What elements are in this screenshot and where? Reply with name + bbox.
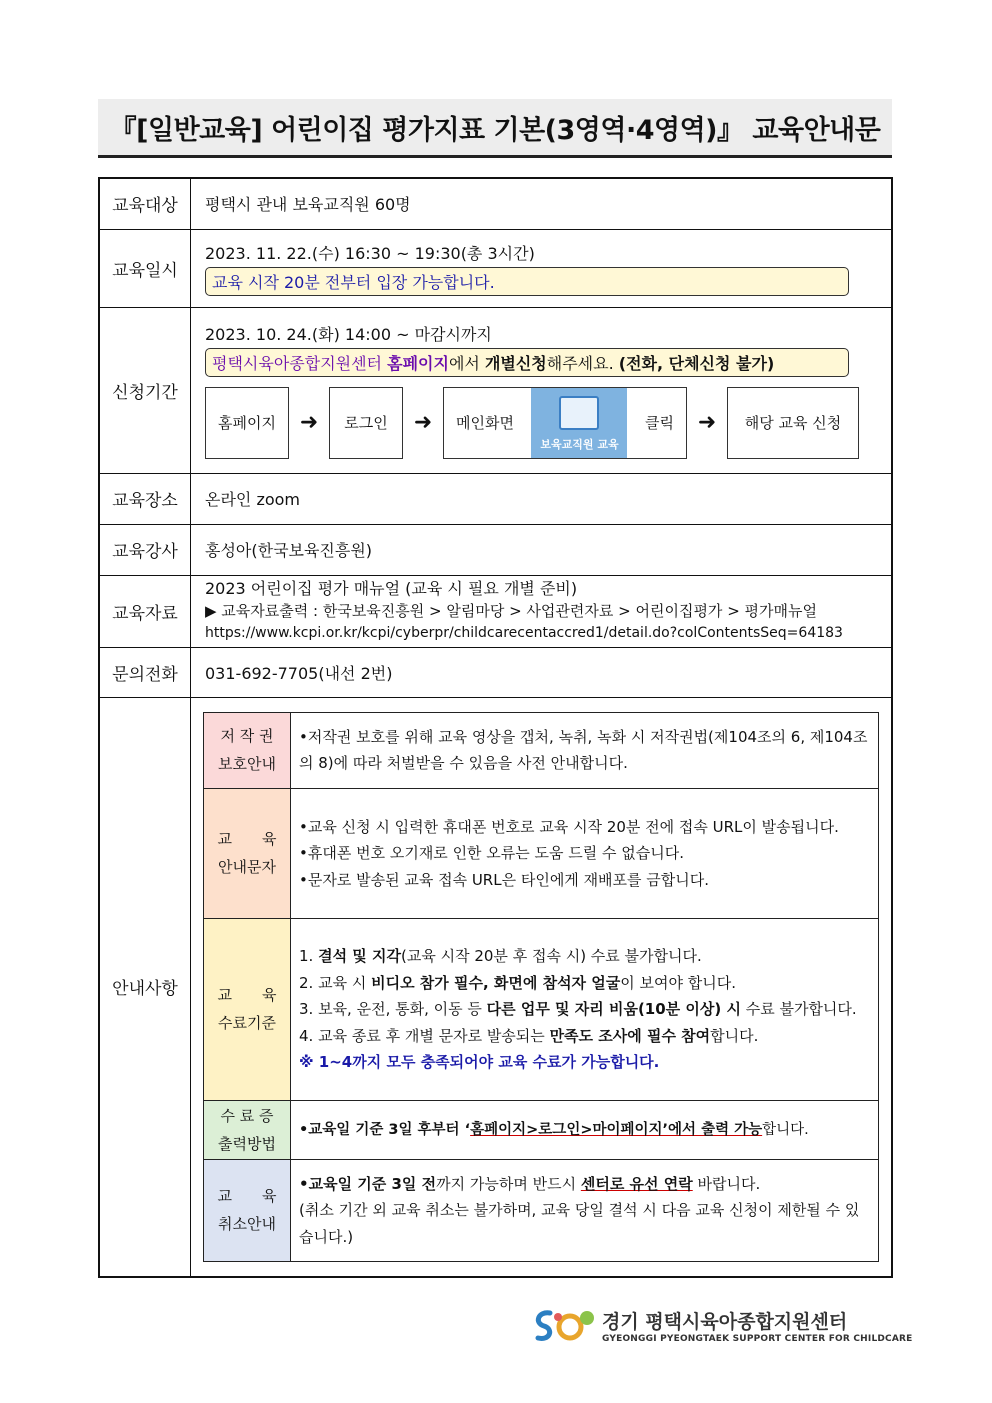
step-apply: 해당 교육 신청 <box>727 387 859 459</box>
step-homepage: 홈페이지 <box>205 387 289 459</box>
lecturer-value: 홍성아(한국보육진흥원) <box>191 524 893 575</box>
arrow-icon: ➜ <box>697 410 717 435</box>
arrow-icon: ➜ <box>299 410 319 435</box>
sms-label: 교 육 안내문자 <box>204 788 291 918</box>
apply-cell <box>191 307 893 473</box>
book-icon: 보육교직원 교육 <box>531 388 627 458</box>
center-logo-icon <box>532 1305 596 1345</box>
footer-name: 경기 평택시육아종합지원센터 <box>602 1310 848 1333</box>
material-url[interactable]: https://www.kcpi.or.kr/kcpi/cyberpr/childcarecentaccred1/detail.do?colContentsSeq=64183 <box>205 625 843 641</box>
notice-table <box>203 712 879 1262</box>
print-text: •교육일 기준 3일 후부터 ‘홈페이지>로그인>마이페이지’에서 출력 가능합니다. <box>291 1100 879 1159</box>
complete-label: 교 육 수료기준 <box>204 918 291 1100</box>
contact-value: 031-692-7705(내선 2번) <box>191 647 893 697</box>
material-label: 교육자료 <box>99 575 191 647</box>
datetime-note: 교육 시작 20분 전부터 입장 가능합니다. <box>205 267 849 296</box>
page-title: 『[일반교육] 어린이집 평가지표 기본(3영역·4영역)』 교육안내문 <box>98 99 892 158</box>
material-line2: ▶ 교육자료출력 : 한국보육진흥원 > 알림마당 > 사업관련자료 > 어린이집평가 > 평가매뉴얼 <box>205 602 817 620</box>
cancel-label: 교 육 취소안내 <box>204 1159 291 1261</box>
arrow-icon: ➜ <box>413 410 433 435</box>
footer <box>532 1305 913 1345</box>
target-label: 교육대상 <box>99 178 191 229</box>
place-value: 온라인 zoom <box>191 473 893 524</box>
step-main: 메인화면 보육교직원 교육 클릭 <box>443 387 687 459</box>
notice-label: 안내사항 <box>99 697 191 1277</box>
sms-text: •교육 신청 시 입력한 휴대폰 번호로 교육 시작 20분 전에 접속 URL이 발송됩니다. •휴대폰 번호 오기재로 인한 오류는 도움 드릴 수 없습니다. •문자로 발송된 교육 접속 URL은 타인에게 재배포를 금합니다. <box>291 788 879 918</box>
complete-text: 1. 결석 및 지각(교육 시작 20분 후 접속 시) 수료 불가합니다. 2. 교육 시 비디오 참가 필수, 화면에 참석자 얼굴이 보여야 합니다. 3. 보육, 운전, 통화, 이동 등 다른 업무 및 자리 비움(10분 이상) 시 수료 불가합니다. 4. 교육 종료 후 개별 문자로 발송되는 만족도 조사에 필수 참여합니다. ※ 1~4까지 모두 충족되어야 교육 수료가 가능합니다. <box>291 918 879 1100</box>
apply-value: 2023. 10. 24.(화) 14:00 ~ 마감시까지 <box>205 324 492 344</box>
place-label: 교육장소 <box>99 473 191 524</box>
apply-label: 신청기간 <box>99 307 191 473</box>
target-value: 평택시 관내 보육교직원 60명 <box>191 178 893 229</box>
cancel-text: •교육일 기준 3일 전까지 가능하며 반드시 센터로 유선 연락 바랍니다. (취소 기간 외 교육 취소는 불가하며, 교육 당일 결석 시 다음 교육 신청이 제한될 수 있습니다.) <box>291 1159 879 1261</box>
print-label: 수 료 증 출력방법 <box>204 1100 291 1159</box>
copyright-label: 저 작 권 보호안내 <box>204 712 291 788</box>
footer-name-en: GYEONGGI PYEONGTAEK SUPPORT CENTER FOR CHILDCARE <box>602 1333 913 1344</box>
info-table <box>98 177 893 1278</box>
datetime-label: 교육일시 <box>99 229 191 307</box>
contact-label: 문의전화 <box>99 647 191 697</box>
copyright-text: •저작권 보호를 위해 교육 영상을 갭처, 녹취, 녹화 시 저작권법(제104조의 6, 제104조의 8)에 따라 처벌받을 수 있음을 사전 안내합니다. <box>291 712 879 788</box>
material-line1: 2023 어린이집 평가 매뉴얼 (교육 시 필요 개별 준비) <box>205 579 578 598</box>
datetime-value: 2023. 11. 22.(수) 16:30 ~ 19:30(총 3시간) <box>205 243 535 263</box>
datetime-cell <box>191 229 893 307</box>
notice-cell <box>191 697 893 1277</box>
step-login: 로그인 <box>329 387 403 459</box>
lecturer-label: 교육강사 <box>99 524 191 575</box>
material-cell <box>191 575 893 647</box>
apply-steps <box>205 387 877 459</box>
apply-note: 평택시육아종합지원센터 홈페이지에서 개별신청해주세요. (전화, 단체신청 불가) <box>205 348 849 377</box>
